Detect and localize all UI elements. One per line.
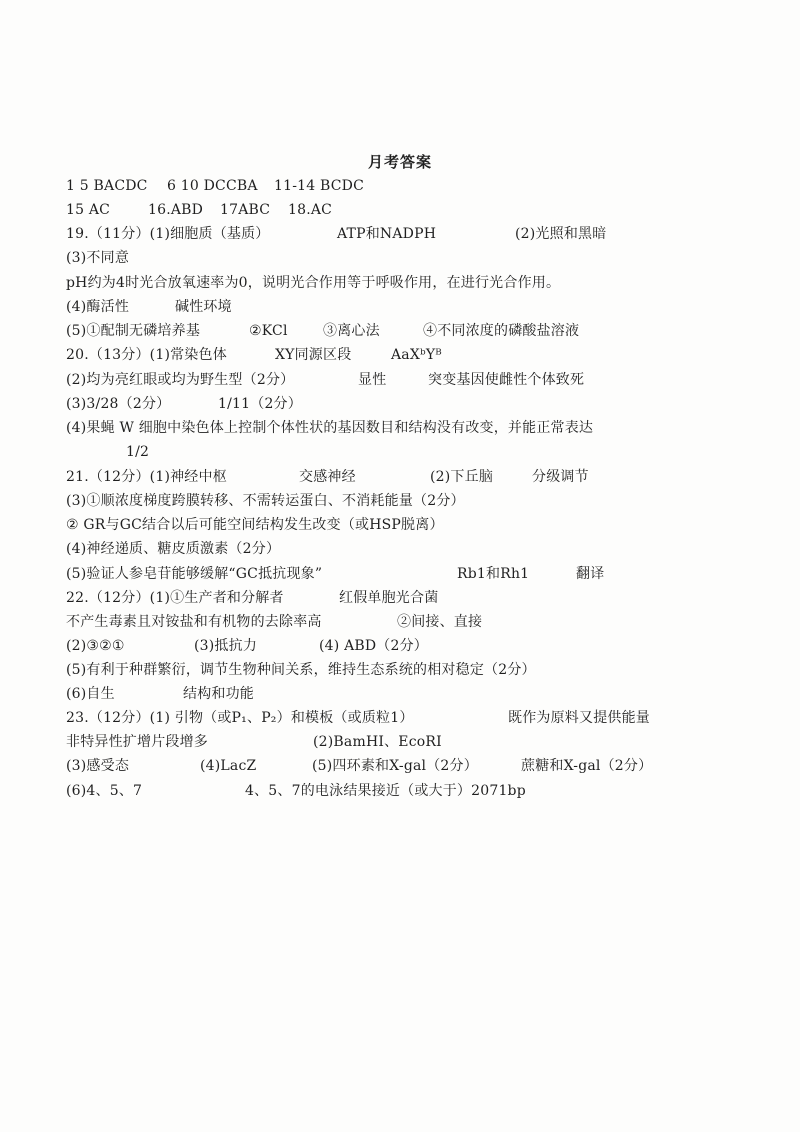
answer-line-q22-3-part-1: (2)③②① [66, 638, 125, 654]
answer-line-q21-3-part-1: ② GR与GC结合以后可能空间结构发生改变（或HSP脱离） [66, 517, 444, 533]
answer-line-mc1-part-1: 1 5 BACDC [66, 178, 148, 194]
answer-line-q20-3-part-1: (3)3/28（2分） [66, 396, 171, 412]
answer-line-q19-3-part-1: pH约为4时光合放氧速率为0，说明光合作用等于呼吸作用，在进行光合作用。 [66, 275, 561, 291]
answer-line-q20-1-part-1: 20.（13分）(1)常染色体 [66, 347, 227, 363]
answer-line-mc1-part-2: 6 10 DCCBA [167, 178, 258, 194]
answer-line-q22-3-part-3: (4) ABD（2分） [319, 638, 429, 654]
answer-line-mc2-part-2: 16.ABD [148, 202, 204, 218]
answer-line-mc2-part-1: 15 AC [66, 202, 111, 218]
answer-line-q22-2-part-2: ②间接、直接 [397, 614, 483, 630]
answer-line-q22-3-part-2: (3)抵抗力 [194, 638, 258, 654]
answer-line-q21-2-part-1: (3)①顺浓度梯度跨膜转移、不需转运蛋白、不消耗能量（2分） [66, 493, 465, 509]
answer-line-q21-5-part-1: (5)验证人参皂苷能够缓解“GC抵抗现象” [66, 566, 323, 582]
answer-line-q23-1-part-2: 既作为原料又提供能量 [508, 710, 650, 726]
answer-line-q22-2-part-1: 不产生毒素且对铵盐和有机物的去除率高 [66, 614, 322, 630]
answer-line-q19-5-part-3: ③离心法 [323, 323, 380, 339]
answer-line-q20-1-part-3: AaXᵇYᴮ [391, 347, 442, 363]
answer-line-q20-4-part-1: (4)果蝇 W 细胞中染色体上控制个体性状的基因数目和结构没有改变，并能正常表达 [66, 420, 594, 436]
answer-line-q22-4-part-1: (5)有利于种群繁衍，调节生物种间关系，维持生态系统的相对稳定（2分） [66, 662, 536, 678]
answer-line-q21-5-part-3: 翻译 [576, 566, 605, 582]
answer-line-q19-5-part-2: ②KCl [249, 323, 288, 339]
answer-line-q21-1-part-2: 交感神经 [299, 469, 356, 485]
answer-line-q20-3-part-2: 1/11（2分） [218, 396, 302, 412]
answer-line-q20-1-part-2: XY同源区段 [275, 347, 352, 363]
answer-line-q19-4-part-1: (4)酶活性 [66, 299, 130, 315]
answer-line-mc1-part-3: 11-14 BCDC [274, 178, 365, 194]
answer-line-q20-2-part-3: 突变基因使雌性个体致死 [428, 372, 585, 388]
answer-line-q20-2-part-2: 显性 [358, 372, 387, 388]
answer-line-q23-2-part-1: 非特异性扩增片段增多 [66, 734, 208, 750]
page-title: 月考答案 [367, 153, 432, 171]
answer-line-q23-1-part-1: 23.（12分）(1) 引物（或P₁、P₂）和模板（或质粒1） [66, 710, 414, 726]
answer-line-q23-4-part-1: (6)4、5、7 [66, 783, 143, 799]
answer-line-q23-4-part-2: 4、5、7的电泳结果接近（或大于）2071bp [245, 783, 526, 799]
answer-line-q21-1-part-4: 分级调节 [532, 469, 589, 485]
answer-line-q20-2-part-1: (2)均为亮红眼或均为野生型（2分） [66, 372, 295, 388]
answer-line-q19-1-part-2: ATP和NADPH [337, 226, 437, 242]
answer-line-q21-5-part-2: Rb1和Rh1 [457, 566, 530, 582]
answer-line-mc2-part-3: 17ABC [220, 202, 271, 218]
answer-line-q23-3-part-3: (5)四环素和X-gal（2分） [312, 758, 478, 774]
answer-line-q20-5-part-1: 1/2 [126, 444, 150, 460]
answer-line-q21-1-part-3: (2)下丘脑 [430, 469, 494, 485]
answer-line-q22-5-part-2: 结构和功能 [183, 686, 254, 702]
answer-line-q19-5-part-4: ④不同浓度的磷酸盐溶液 [423, 323, 580, 339]
answer-line-q23-2-part-2: (2)BamHⅠ、EcoRⅠ [313, 734, 442, 750]
answer-line-q23-3-part-2: (4)LacZ [200, 758, 257, 774]
answer-line-q22-1-part-2: 红假单胞光合菌 [339, 590, 439, 606]
answer-line-q22-5-part-1: (6)自生 [66, 686, 115, 702]
answer-line-q21-4-part-1: (4)神经递质、糖皮质激素（2分） [66, 541, 281, 557]
answer-line-q19-4-part-2: 碱性环境 [175, 299, 232, 315]
answer-line-q23-3-part-4: 蔗糖和X-gal（2分） [521, 758, 653, 774]
answer-line-q19-1-part-3: (2)光照和黑暗 [515, 226, 607, 242]
answer-line-q22-1-part-1: 22.（12分）(1)①生产者和分解者 [66, 590, 284, 606]
answer-line-q19-1-part-1: 19.（11分）(1)细胞质（基质） [66, 226, 270, 242]
answer-line-q23-3-part-1: (3)感受态 [66, 758, 130, 774]
answer-line-q19-2-part-1: (3)不同意 [66, 250, 130, 266]
answer-line-q21-1-part-1: 21.（12分）(1)神经中枢 [66, 469, 227, 485]
answer-line-q19-5-part-1: (5)①配制无磷培养基 [66, 323, 201, 339]
answer-line-mc2-part-4: 18.AC [288, 202, 333, 218]
